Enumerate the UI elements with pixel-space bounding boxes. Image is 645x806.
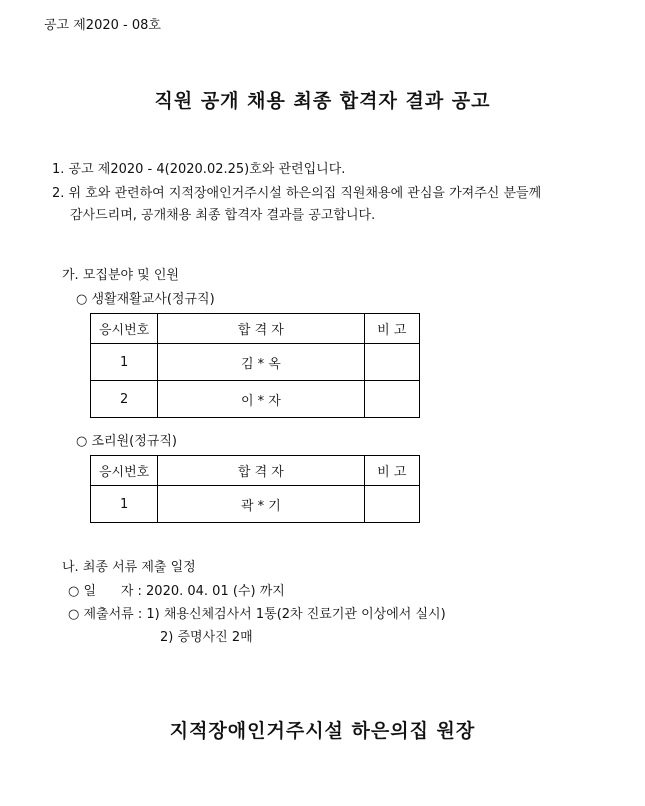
col-header-number: 응시번호 (91, 314, 158, 344)
notice-number: 공고 제2020 - 08호 (44, 18, 161, 33)
paragraph-2-continued: 감사드리며, 공개채용 최종 합격자 결과를 공고합니다. (70, 208, 376, 223)
col-header-note: 비 고 (364, 456, 419, 486)
col-header-name: 합 격 자 (158, 314, 364, 344)
cell-note (364, 381, 419, 418)
cell-name: 김 * 옥 (158, 344, 364, 381)
cell-number: 1 (91, 344, 158, 381)
table-header-row (91, 456, 420, 486)
cell-note (364, 486, 419, 523)
paragraph-2: 2. 위 호와 관련하여 지적장애인거주시설 하은의집 직원채용에 관심을 가져주신 분들께 (52, 186, 542, 201)
section-a-heading: 가. 모집분야 및 인원 (62, 268, 179, 283)
submission-date: ○ 일 자 : 2020. 04. 01 (수) 까지 (68, 584, 285, 599)
cell-number: 1 (91, 486, 158, 523)
cell-name: 이 * 자 (158, 381, 364, 418)
table-row (91, 486, 420, 523)
submission-docs-1: ○ 제출서류 : 1) 채용신체검사서 1통(2차 진료기관 이상에서 실시) (68, 607, 446, 622)
result-table-2 (90, 455, 420, 523)
cell-note (364, 344, 419, 381)
col-header-number: 응시번호 (91, 456, 158, 486)
paragraph-1: 1. 공고 제2020 - 4(2020.02.25)호와 관련입니다. (52, 162, 346, 177)
table-row (91, 381, 420, 418)
submission-docs-2: 2) 증명사진 2매 (160, 630, 253, 645)
section-b-heading: 나. 최종 서류 제출 일정 (62, 560, 196, 575)
group-1-label: ○ 생활재활교사(정규직) (76, 292, 215, 307)
cell-name: 곽 * 기 (158, 486, 364, 523)
table-row (91, 344, 420, 381)
result-table-1 (90, 313, 420, 418)
document-title: 직원 공개 채용 최종 합격자 결과 공고 (154, 90, 491, 112)
cell-number: 2 (91, 381, 158, 418)
signature-line: 지적장애인거주시설 하은의집 원장 (169, 720, 476, 742)
col-header-note: 비 고 (364, 314, 419, 344)
col-header-name: 합 격 자 (158, 456, 364, 486)
table-header-row (91, 314, 420, 344)
group-2-label: ○ 조리원(정규직) (76, 434, 177, 449)
